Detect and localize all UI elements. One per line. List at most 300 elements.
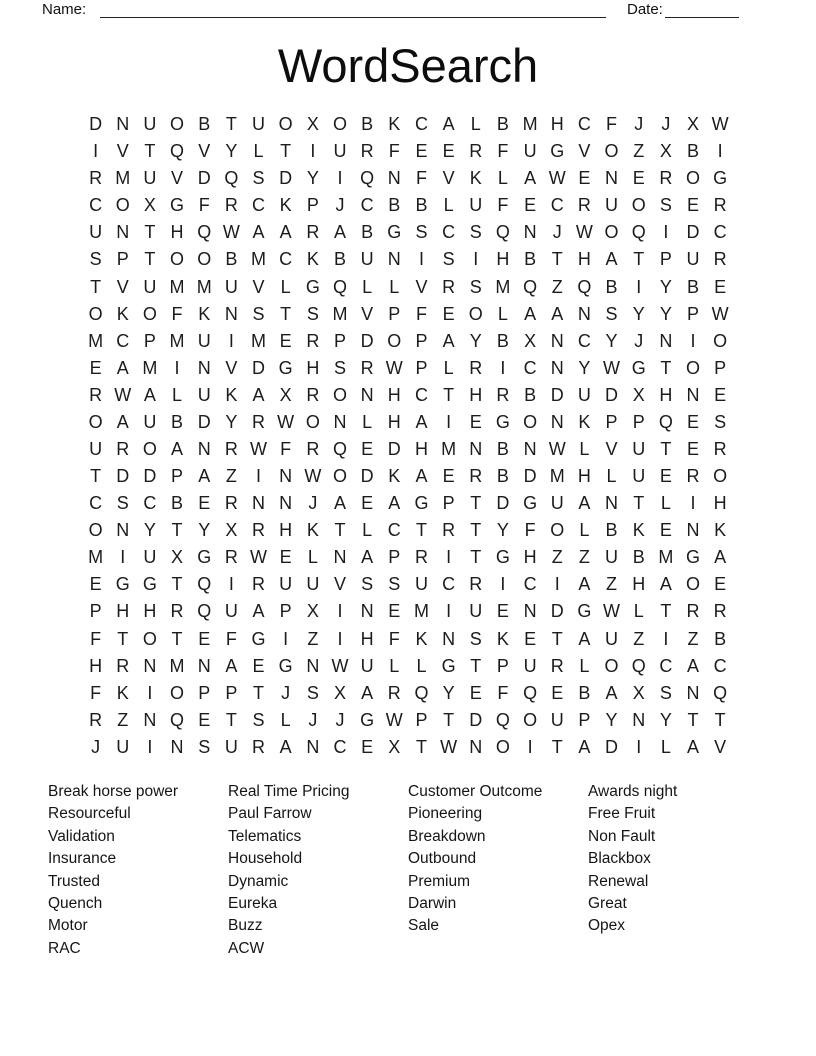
grid-cell: U <box>143 168 157 189</box>
grid-cell: A <box>252 384 265 405</box>
grid-cell: N <box>360 601 374 622</box>
grid-cell: T <box>225 114 237 135</box>
grid-cell: A <box>714 547 727 568</box>
grid-cell: L <box>362 411 373 432</box>
grid-cell: P <box>388 303 401 324</box>
grid-cell: G <box>142 574 157 595</box>
grid-cell: F <box>90 682 102 703</box>
grid-cell: H <box>713 493 727 514</box>
grid-cell: V <box>198 141 211 162</box>
grid-cell: U <box>414 574 428 595</box>
grid-cell: U <box>550 709 564 730</box>
grid-cell: G <box>197 547 212 568</box>
grid-cell: S <box>415 222 428 243</box>
grid-cell: K <box>225 384 238 405</box>
grid-cell: A <box>578 628 591 649</box>
grid-cell: U <box>605 195 619 216</box>
grid-cell: H <box>387 411 401 432</box>
word-list-item: Buzz <box>228 917 263 935</box>
grid-cell: H <box>496 249 510 270</box>
grid-cell: R <box>469 574 483 595</box>
grid-cell: I <box>636 276 642 297</box>
grid-cell: I <box>418 249 424 270</box>
grid-cell: C <box>414 114 428 135</box>
grid-cell: U <box>143 276 157 297</box>
grid-cell: T <box>171 628 183 649</box>
grid-cell: E <box>469 682 482 703</box>
grid-cell: H <box>143 601 157 622</box>
grid-cell: U <box>632 438 646 459</box>
grid-cell: W <box>575 222 593 243</box>
word-list-item: Paul Farrow <box>228 805 312 823</box>
grid-cell: T <box>253 682 265 703</box>
grid-cell: R <box>252 574 266 595</box>
grid-cell: S <box>252 709 265 730</box>
grid-cell: P <box>632 411 645 432</box>
grid-cell: I <box>446 547 452 568</box>
grid-cell: W <box>385 357 403 378</box>
grid-cell: O <box>686 168 701 189</box>
grid-cell: N <box>686 384 700 405</box>
grid-cell: N <box>306 655 320 676</box>
grid-cell: G <box>577 601 592 622</box>
grid-cell: U <box>360 655 374 676</box>
grid-cell: R <box>713 249 727 270</box>
grid-cell: E <box>714 276 727 297</box>
word-list-item: Opex <box>588 917 626 935</box>
grid-cell: H <box>550 114 564 135</box>
grid-cell: L <box>443 195 454 216</box>
grid-cell: L <box>280 709 291 730</box>
grid-cell: Y <box>306 168 319 189</box>
grid-cell: C <box>577 330 591 351</box>
grid-cell: N <box>577 303 591 324</box>
grid-cell: O <box>631 195 646 216</box>
grid-cell: M <box>169 655 185 676</box>
grid-cell: T <box>171 520 183 541</box>
grid-cell: I <box>283 628 289 649</box>
grid-cell: E <box>714 574 727 595</box>
grid-cell: F <box>497 195 509 216</box>
grid-cell: T <box>415 736 427 757</box>
grid-cell: U <box>306 574 320 595</box>
grid-cell: A <box>687 655 700 676</box>
grid-cell: G <box>713 168 728 189</box>
grid-cell: J <box>634 330 644 351</box>
grid-cell: L <box>253 141 264 162</box>
grid-cell: T <box>144 222 156 243</box>
grid-cell: P <box>496 655 509 676</box>
grid-cell: E <box>714 384 727 405</box>
grid-cell: I <box>174 357 180 378</box>
grid-cell: D <box>360 330 374 351</box>
grid-cell: U <box>360 249 374 270</box>
grid-cell: L <box>416 655 427 676</box>
word-list-item: Insurance <box>48 850 117 868</box>
grid-cell: T <box>633 493 645 514</box>
grid-cell: W <box>331 655 349 676</box>
grid-cell: U <box>605 628 619 649</box>
grid-cell: B <box>605 276 618 297</box>
grid-cell: B <box>388 195 401 216</box>
grid-cell: A <box>361 547 374 568</box>
grid-cell: S <box>469 222 482 243</box>
grid-cell: M <box>549 466 565 487</box>
grid-cell: G <box>631 357 646 378</box>
grid-cell: I <box>256 466 262 487</box>
grid-cell: U <box>89 222 103 243</box>
grid-cell: R <box>224 493 238 514</box>
grid-cell: Q <box>170 709 185 730</box>
word-list-item: Eureka <box>228 895 278 913</box>
grid-cell: S <box>306 303 319 324</box>
grid-cell: H <box>659 384 673 405</box>
grid-cell: B <box>361 114 374 135</box>
grid-cell: R <box>387 682 401 703</box>
grid-cell: I <box>147 736 153 757</box>
grid-cell: O <box>713 466 728 487</box>
grid-cell: Q <box>577 276 592 297</box>
grid-cell: R <box>469 466 483 487</box>
grid-cell: O <box>278 114 293 135</box>
grid-cell: N <box>550 411 564 432</box>
grid-cell: I <box>147 682 153 703</box>
grid-cell: Y <box>442 682 455 703</box>
grid-cell: U <box>224 736 238 757</box>
grid-cell: U <box>632 466 646 487</box>
grid-cell: G <box>686 547 701 568</box>
grid-cell: M <box>251 330 267 351</box>
grid-cell: L <box>389 276 400 297</box>
grid-cell: H <box>360 628 374 649</box>
grid-cell: D <box>279 168 293 189</box>
word-list-column-4 <box>588 781 766 938</box>
grid-cell: Q <box>332 276 347 297</box>
grid-cell: F <box>606 114 618 135</box>
grid-cell: O <box>142 628 157 649</box>
grid-cell: K <box>306 249 319 270</box>
grid-cell: U <box>116 736 130 757</box>
grid-cell: Y <box>578 357 591 378</box>
grid-cell: S <box>89 249 102 270</box>
grid-cell: T <box>415 520 427 541</box>
grid-cell: G <box>387 222 402 243</box>
grid-cell: I <box>500 574 506 595</box>
grid-cell: G <box>523 493 538 514</box>
grid-cell: C <box>143 493 157 514</box>
grid-cell: J <box>552 222 562 243</box>
grid-cell: A <box>415 466 428 487</box>
grid-cell: S <box>469 628 482 649</box>
grid-cell: T <box>470 655 482 676</box>
grid-cell: O <box>686 574 701 595</box>
grid-cell: S <box>333 357 346 378</box>
grid-cell: I <box>310 141 316 162</box>
grid-cell: G <box>251 628 266 649</box>
grid-cell: E <box>442 303 455 324</box>
grid-cell: U <box>333 141 347 162</box>
grid-cell: S <box>252 168 265 189</box>
grid-cell: N <box>224 303 238 324</box>
grid-cell: I <box>690 493 696 514</box>
grid-cell: Z <box>633 141 645 162</box>
grid-cell: U <box>469 195 483 216</box>
grid-cell: R <box>89 709 103 730</box>
grid-cell: P <box>605 411 618 432</box>
grid-cell: Q <box>197 601 212 622</box>
grid-cell: H <box>279 520 293 541</box>
grid-cell: B <box>496 114 509 135</box>
grid-cell: A <box>116 357 129 378</box>
grid-cell: E <box>198 493 211 514</box>
grid-cell: A <box>333 493 346 514</box>
grid-cell: B <box>524 384 537 405</box>
grid-cell: N <box>605 493 619 514</box>
grid-cell: I <box>473 249 479 270</box>
grid-cell: W <box>548 438 566 459</box>
grid-cell: F <box>388 141 400 162</box>
grid-cell: X <box>687 114 700 135</box>
grid-cell: N <box>550 330 564 351</box>
grid-cell: R <box>224 195 238 216</box>
grid-cell: I <box>228 574 234 595</box>
grid-cell: O <box>170 114 185 135</box>
grid-cell: A <box>198 466 211 487</box>
grid-cell: A <box>442 114 455 135</box>
grid-cell: T <box>551 736 563 757</box>
word-list-item: Non Fault <box>588 827 656 845</box>
grid-cell: M <box>251 249 267 270</box>
word-list-item: Motor <box>48 917 88 935</box>
grid-cell: F <box>90 628 102 649</box>
grid-cell: Q <box>197 222 212 243</box>
grid-cell: R <box>496 384 510 405</box>
grid-cell: Q <box>170 141 185 162</box>
grid-cell: R <box>442 276 456 297</box>
grid-cell: E <box>442 141 455 162</box>
grid-cell: T <box>660 357 672 378</box>
word-list-item: Outbound <box>408 850 477 868</box>
grid-cell: E <box>469 411 482 432</box>
grid-cell: F <box>497 141 509 162</box>
grid-cell: M <box>658 547 674 568</box>
grid-cell: B <box>171 411 184 432</box>
word-list-item: RAC <box>48 939 81 957</box>
grid-cell: W <box>385 709 403 730</box>
grid-cell: O <box>686 357 701 378</box>
grid-cell: E <box>551 682 564 703</box>
grid-cell: C <box>279 249 293 270</box>
grid-cell: G <box>550 141 565 162</box>
grid-cell: E <box>524 628 537 649</box>
grid-cell: L <box>579 520 590 541</box>
grid-cell: F <box>198 195 210 216</box>
grid-cell: R <box>360 141 374 162</box>
grid-cell: E <box>279 547 292 568</box>
grid-cell: P <box>415 330 428 351</box>
grid-cell: U <box>523 141 537 162</box>
grid-cell: E <box>632 168 645 189</box>
grid-cell: B <box>496 438 509 459</box>
grid-cell: T <box>470 493 482 514</box>
grid-cell: Y <box>496 520 509 541</box>
grid-cell: W <box>603 601 621 622</box>
grid-cell: T <box>225 709 237 730</box>
grid-cell: B <box>496 466 509 487</box>
grid-cell: P <box>116 249 129 270</box>
grid-cell: X <box>225 520 238 541</box>
grid-cell: U <box>197 384 211 405</box>
grid-cell: K <box>388 466 401 487</box>
grid-cell: A <box>361 682 374 703</box>
grid-cell: P <box>442 493 455 514</box>
grid-cell: P <box>714 357 727 378</box>
grid-cell: I <box>446 411 452 432</box>
grid-cell: S <box>714 411 727 432</box>
word-list-item: Break horse power <box>48 783 179 800</box>
word-list-item: Breakdown <box>408 827 486 845</box>
grid-cell: L <box>579 438 590 459</box>
grid-cell: I <box>93 141 99 162</box>
grid-cell: E <box>687 411 700 432</box>
grid-cell: B <box>496 330 509 351</box>
grid-cell: N <box>523 601 537 622</box>
grid-cell: U <box>605 547 619 568</box>
grid-cell: E <box>442 466 455 487</box>
grid-cell: N <box>387 168 401 189</box>
grid-cell: C <box>252 195 266 216</box>
word-list-item: Blackbox <box>588 850 651 868</box>
grid-cell: Q <box>332 438 347 459</box>
grid-cell: S <box>116 493 129 514</box>
grid-cell: R <box>170 601 184 622</box>
grid-cell: V <box>442 168 455 189</box>
grid-cell: E <box>578 168 591 189</box>
grid-cell: I <box>636 736 642 757</box>
grid-cell: B <box>198 114 211 135</box>
grid-cell: N <box>116 520 130 541</box>
grid-cell: L <box>497 168 508 189</box>
grid-cell: E <box>388 601 401 622</box>
grid-cell: G <box>115 574 130 595</box>
grid-cell: N <box>143 655 157 676</box>
grid-cell: I <box>446 601 452 622</box>
grid-cell: J <box>335 709 345 730</box>
grid-cell: T <box>334 520 346 541</box>
grid-cell: W <box>277 411 295 432</box>
grid-cell: L <box>172 384 183 405</box>
grid-cell: J <box>335 195 345 216</box>
grid-cell: U <box>143 547 157 568</box>
grid-cell: Z <box>578 547 590 568</box>
grid-cell: J <box>281 682 291 703</box>
grid-cell: L <box>660 736 671 757</box>
grid-cell: V <box>225 357 238 378</box>
grid-cell: O <box>604 655 619 676</box>
grid-cell: N <box>550 357 564 378</box>
grid-cell: X <box>388 736 401 757</box>
grid-cell: D <box>605 736 619 757</box>
grid-cell: Z <box>551 547 563 568</box>
grid-cell: H <box>469 384 483 405</box>
grid-cell: B <box>632 547 645 568</box>
grid-cell: R <box>713 601 727 622</box>
grid-cell: D <box>116 466 130 487</box>
grid-cell: E <box>89 574 102 595</box>
grid-cell: E <box>524 195 537 216</box>
grid-cell: P <box>578 709 591 730</box>
grid-cell: A <box>605 682 618 703</box>
grid-cell: V <box>116 141 129 162</box>
grid-cell: W <box>304 466 322 487</box>
grid-cell: W <box>250 547 268 568</box>
grid-cell: B <box>225 249 238 270</box>
grid-cell: T <box>90 276 102 297</box>
grid-cell: E <box>415 141 428 162</box>
grid-cell: P <box>143 330 156 351</box>
grid-cell: X <box>171 547 184 568</box>
word-list-item: Renewal <box>588 872 649 890</box>
grid-cell: O <box>332 466 347 487</box>
grid-cell: B <box>605 520 618 541</box>
grid-cell: K <box>198 303 211 324</box>
grid-cell: A <box>171 438 184 459</box>
grid-cell: M <box>441 438 457 459</box>
grid-cell: Q <box>631 655 646 676</box>
grid-cell: Z <box>117 709 129 730</box>
grid-cell: B <box>687 141 700 162</box>
grid-cell: R <box>360 357 374 378</box>
grid-cell: O <box>495 736 510 757</box>
grid-cell: R <box>306 330 320 351</box>
grid-cell: R <box>224 547 238 568</box>
grid-cell: E <box>361 736 374 757</box>
name-label: Name: <box>42 1 87 18</box>
grid-cell: K <box>496 628 509 649</box>
grid-cell: A <box>524 303 537 324</box>
grid-cell: N <box>360 384 374 405</box>
grid-cell: N <box>686 520 700 541</box>
grid-cell: G <box>414 493 429 514</box>
page-title: WordSearch <box>277 39 539 92</box>
grid-cell: C <box>333 736 347 757</box>
grid-cell: G <box>170 195 185 216</box>
grid-cell: L <box>307 547 318 568</box>
grid-cell: R <box>116 655 130 676</box>
grid-cell: A <box>578 493 591 514</box>
grid-cell: E <box>687 438 700 459</box>
grid-cell: M <box>196 276 212 297</box>
grid-cell: Z <box>606 574 618 595</box>
grid-cell: N <box>197 357 211 378</box>
grid-cell: E <box>361 438 374 459</box>
grid-cell: L <box>470 114 481 135</box>
grid-cell: W <box>711 303 729 324</box>
grid-cell: D <box>469 709 483 730</box>
grid-cell: D <box>143 466 157 487</box>
grid-cell: M <box>169 330 185 351</box>
grid-cell: Q <box>414 682 429 703</box>
grid-cell: R <box>686 466 700 487</box>
grid-cell: C <box>659 655 673 676</box>
grid-cell: D <box>550 601 564 622</box>
grid-cell: Q <box>523 276 538 297</box>
grid-cell: N <box>333 411 347 432</box>
grid-cell: T <box>90 466 102 487</box>
date-label: Date: <box>627 1 663 18</box>
grid-cell: X <box>333 682 346 703</box>
grid-cell: D <box>496 493 510 514</box>
